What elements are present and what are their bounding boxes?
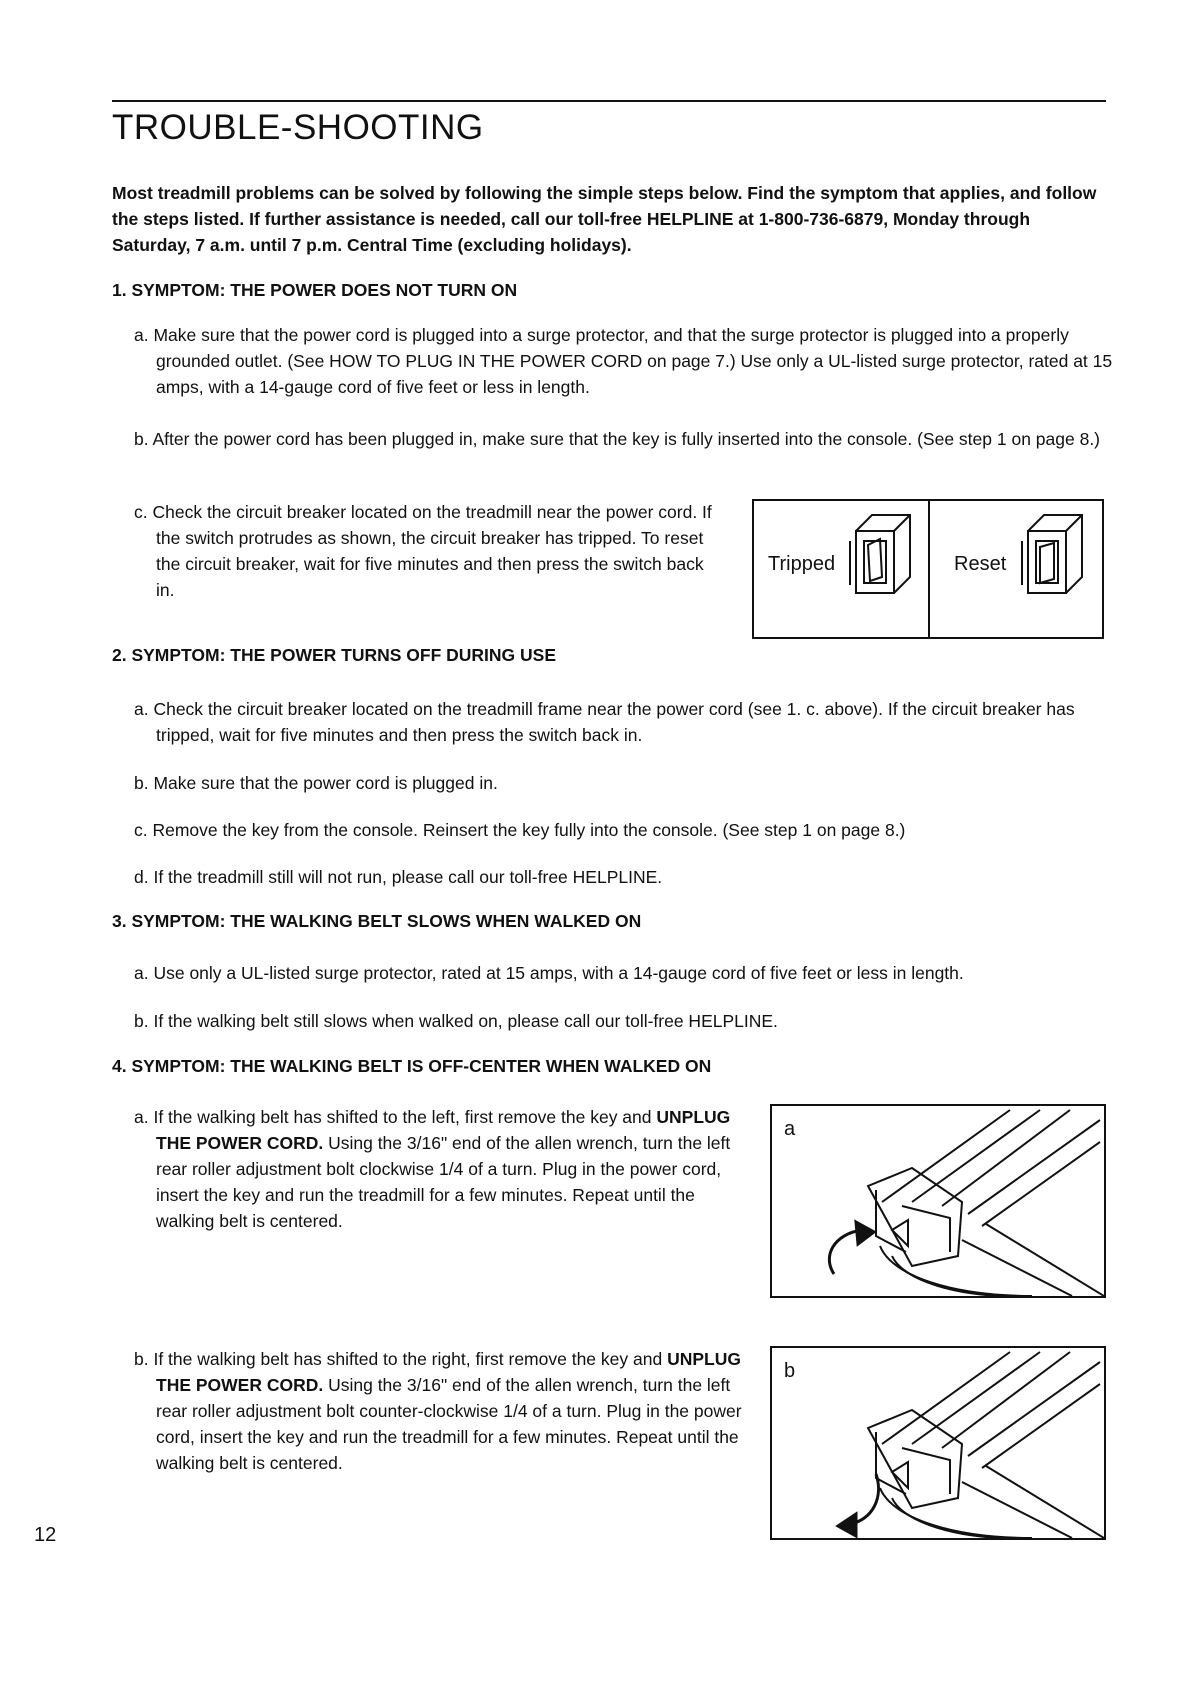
symptom-4-heading: 4. SYMPTOM: THE WALKING BELT IS OFF-CENTER WHEN WALKED ON [112, 1056, 712, 1076]
symptom-3-heading: 3. SYMPTOM: THE WALKING BELT SLOWS WHEN WALKED ON [112, 911, 642, 931]
belt-adjust-figure-b [770, 1346, 1106, 1540]
step-b-text-2: Using the 3/16" end of the allen wrench, turn the left rear roller adjustment bolt counter-clockwise 1/4 of a turn. Plug in the power cord, insert the key and run the treadmill for a few minutes. Repeat until the walking belt is centered. [156, 1375, 742, 1473]
page-title: TROUBLE-SHOOTING [112, 108, 484, 147]
roller-counterclockwise-drawing [772, 1348, 1104, 1538]
reset-switch-icon [1022, 515, 1082, 593]
symptom-1-heading: 1. SYMPTOM: THE POWER DOES NOT TURN ON [112, 280, 518, 300]
symptom-4-step-b [134, 1346, 756, 1476]
step-b-unplug-warning: UNPLUG THE POWER CORD. [156, 1349, 741, 1395]
symptom-2-step-d: d. If the treadmill still will not run, please call our toll-free HELPLINE. [134, 867, 663, 887]
step-b-text-1: b. If the walking belt has shifted to the right, first remove the key and [134, 1349, 668, 1369]
symptom-2-step-a: a. Check the circuit breaker located on the treadmill frame near the power cord (see 1. c. above). If the circuit breaker has tripped, wait for five minutes and then press the switch back in. [134, 699, 1075, 745]
figure-a-label: a [784, 1118, 796, 1140]
symptom-1-step-c: c. Check the circuit breaker located on the treadmill near the power cord. If the switch protrudes as shown, the circuit breaker has tripped. To reset the circuit breaker, wait for five minutes and then press the switch back in. [134, 502, 712, 600]
step-a-text-2: Using the 3/16" end of the allen wrench, turn the left rear roller adjustment bolt clockwise 1/4 of a turn. Plug in the power cord, insert the key and run the treadmill for a few minutes. Repeat until the walking belt is centered. [156, 1133, 731, 1231]
top-rule [112, 100, 1106, 102]
symptom-2-step-c: c. Remove the key from the console. Reinsert the key fully into the console. (See step 1 on page 8.) [134, 820, 906, 840]
circuit-breaker-figure [752, 499, 1104, 639]
intro-paragraph: Most treadmill problems can be solved by following the simple steps below. Find the symptom that applies, and follow the steps listed. If further assistance is needed, call our toll-free HELPLINE at 1-800-736-6879, Monday through Saturday, 7 a.m. until 7 p.m. Central Time (excluding holidays). [112, 183, 1097, 255]
tripped-switch-icon [850, 515, 910, 593]
step-a-text-1: a. If the walking belt has shifted to the left, first remove the key and [134, 1107, 657, 1127]
breaker-switch-drawings [754, 501, 1102, 637]
symptom-4-step-a [134, 1104, 756, 1234]
belt-adjust-figure-a [770, 1104, 1106, 1298]
tripped-label: Tripped [768, 553, 836, 575]
figure-b-label: b [784, 1360, 796, 1382]
symptom-1-step-a: a. Make sure that the power cord is plugged into a surge protector, and that the surge protector is plugged into a properly grounded outlet. (See HOW TO PLUG IN THE POWER CORD on page 7.) Use only a UL-listed surge protector, rated at 15 amps, with a 14-gauge cord of five feet or less in length. [134, 325, 1113, 397]
symptom-1-step-b: b. After the power cord has been plugged in, make sure that the key is fully inserted into the console. (See step 1 on page 8.) [134, 429, 1101, 449]
symptom-3-step-b: b. If the walking belt still slows when walked on, please call our toll-free HELPLINE. [134, 1011, 778, 1031]
page-number: 12 [34, 1524, 57, 1546]
symptom-2-step-b: b. Make sure that the power cord is plugged in. [134, 773, 498, 793]
symptom-2-heading: 2. SYMPTOM: THE POWER TURNS OFF DURING USE [112, 645, 557, 665]
symptom-3-step-a: a. Use only a UL-listed surge protector, rated at 15 amps, with a 14-gauge cord of five feet or less in length. [134, 963, 964, 983]
step-a-unplug-warning: UNPLUG THE POWER CORD. [156, 1107, 731, 1153]
counterclockwise-arrow-icon [838, 1474, 878, 1536]
roller-clockwise-drawing [772, 1106, 1104, 1296]
reset-label: Reset [954, 553, 1007, 575]
clockwise-arrow-icon [829, 1222, 874, 1274]
